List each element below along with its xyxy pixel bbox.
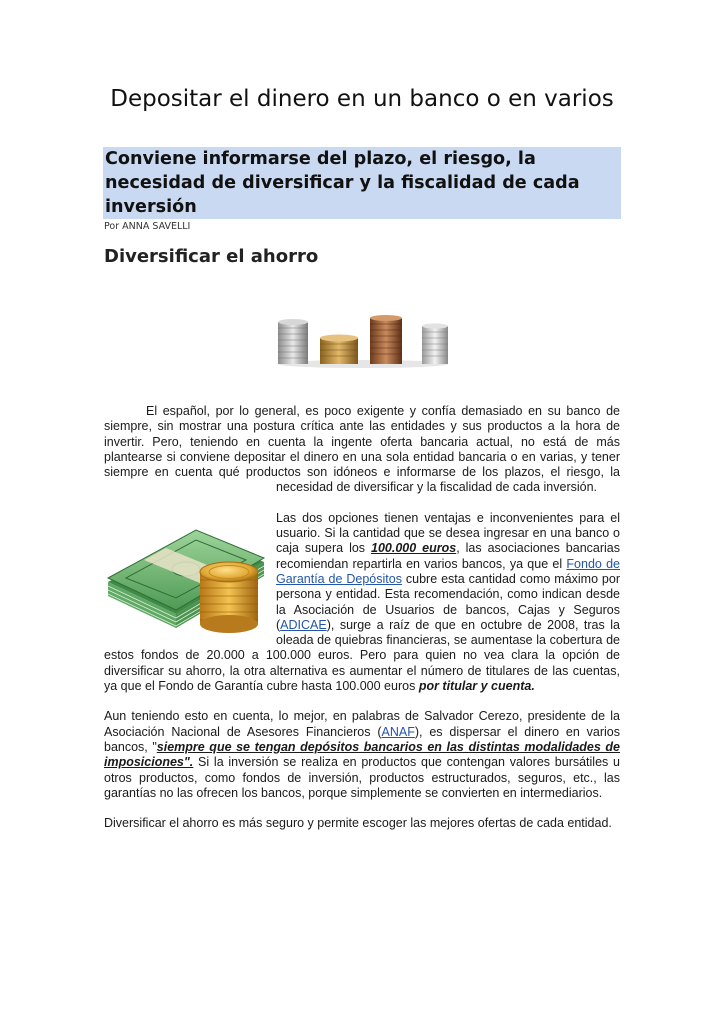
coin-stacks-image [272,282,454,370]
paragraph-4: Diversificar el ahorro es más seguro y permite escoger las mejores ofertas de cada entidad. [104,816,612,831]
page-subtitle: Conviene informarse del plazo, el riesgo, la necesidad de diversificar y la fiscalidad de cada inversión [103,147,621,219]
article-body [104,404,620,831]
titular-cuenta-highlight: por titular y cuenta. [418,679,535,694]
anaf-link[interactable]: ANAF [381,724,415,739]
page-title: Depositar el dinero en un banco o en varios [110,86,614,112]
byline: Por ANNA SAVELLI [104,221,191,232]
quote-highlight: siempre que se tengan depósitos bancarios en las distintas modalidades de imposiciones". [104,739,620,770]
amount-highlight: 100.000 euros [371,541,457,556]
paragraph-3: Aun teniendo esto en cuenta, lo mejor, en palabras de Salvador Cerezo, presidente de la Asociación Nacional de Asesores Financieros (ANAF), es dispersar el dinero en varios bancos, "siempre que se tengan depósitos bancarios en las distintas modalidades de imposiciones". Si la inversión se realiza en productos que contengan valores bursátiles u otros productos, como fondos de inversión, productos estructurados, seguros, etc., las garantías no las ofrecen los bancos, porque simplemente se convierten en intermediarios. [104,709,620,800]
paragraph-1-text: El español, por lo general, es poco exigente y confía demasiado en su banco de siempre, sin mostrar una postura crítica ante las entidades y sus productos a la hora de invertir. Pero, teniendo en cuenta la ingente oferta bancaria actual, no está de más plantearse si conviene depositar el dinero en una sola entidad bancaria o en varias, y tener siempre en cuenta qué productos son idóneos e informarse de los plazos, el riesgo, la necesidad de diversificar y la fiscalidad de cada inversión. [104,404,620,495]
section-heading: Diversificar el ahorro [104,246,319,267]
paragraph-2-top: Las dos opciones tienen ventajas e inconvenientes para el usuario. Si la cantidad que se desea ingresar en una banco o caja supera los 100.000 euros, las asociaciones bancarias recomiendan repartirla en varios bancos, ya que el Fondo de Garantía de Depósitos cubre esta cantidad como máximo por persona y entidad. Esta recomendación, como indican desde la Asociación de Usuarios de bancos, Cajas y Seguros (ADICAE), surge a raíz de que en octubre de 2008, tras la oleada de quiebras financieras, se aumentase la cobertura de estos fondos de 20.000 a 100.000 euros. Pero para quien no vea clara la opción de diversificar su ahorro, la otra alternativa es aumentar el número de titulares de las cuentas, ya que el Fondo de Garantía cubre hasta 100.000 euros por titular y cuenta. [104,510,621,694]
adicae-link[interactable]: ADICAE [280,617,327,632]
fondo-garantia-link[interactable]: Fondo de Garantía de Depósitos [276,556,621,586]
